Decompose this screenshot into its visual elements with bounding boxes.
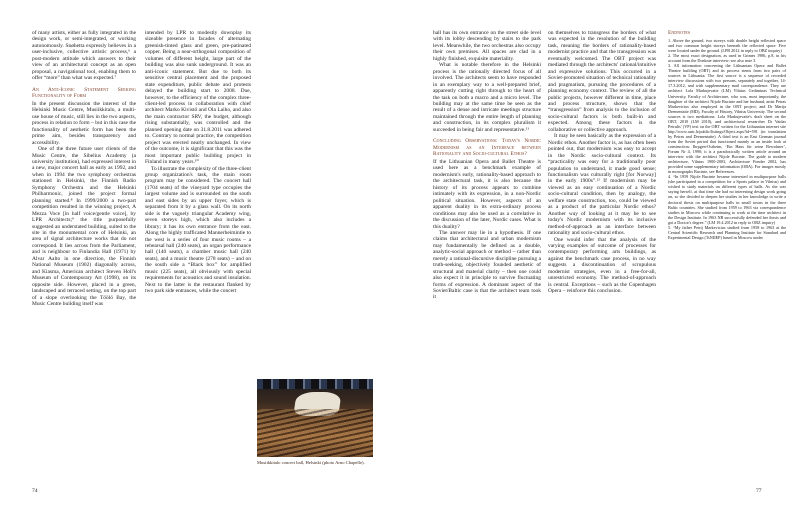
body-paragraph: intended by LPR to modestly downplay its sizeable presence in facades of alternating greenish-tinted glass and green, pre-patinated copper. Being a near-orthogonal composition of volumes of different height, large part of the building was also sunk underground. It was an anti-iconic statement. But due to both its sensitive central placement and the proposed state expenditure, public debate and protests delayed the building start to 2008. Due, however, to the efficiency of the complex three-client-led process in collaboration with chief architect Marko Kivistö and Ola Laiho, and also the main contractor SRV, the budget, although rising substantially, was controlled and the planned opening date on 31.8.2011 was adhered to. Contrary to normal practice, the competition project was erected nearly unchanged. In view of the outcome, it is significant that this was the most important public building project in Finland in many years.¹⁰: [145, 30, 251, 166]
body-paragraph: on themselves to transgress the borders of what was expected in the resolution of the building task, meaning the borders of rationality-based modernist practice and that the transgression was eventually welcomed. The OBT project was mediated through the architects' rational/intuitive and expressive solutions. This occurred in a Soviet-promoted situation of technical rationality and pragmatism, pursuing the procedures of a planning economy context. The review of all the public projects, however different in time, place and process structure, shows that the “transgression” from analysis to the inclusion of socio-cultural factors is both built-in and expected. Among these factors is the collaborative or collective approach.: [548, 30, 656, 133]
endnotes-title: Endnotes: [668, 30, 691, 36]
seating-rows: [257, 409, 373, 457]
body-paragraph: of many artists, either as fully integrated in the design work, or semi-integrated, or working autonomously. Snøhetta expressly believes in a user-inclusive, collective artistic process,⁶ a post-modern attitude which answers to their view of an architectural concept as an open proposal, a navigational tool, enabling them to offer “more” than what was expected.⁷: [32, 30, 136, 82]
right-page-column-1: [433, 30, 541, 301]
endnote: 4. “In 1959 Nijole Bucinte became interested in multipurpose halls (she participated in a competition for a Sports palace in Vilnius) and wished to study materials on different types of halls. As she was saying herself, at that time she had no interesting design work going on, so she decided to deepen her studies in her knowledge to write a doctoral thesis on multipurpose halls in small towns in the three Baltic countries. She studied from 1959 to 1963 via correspondence studies in Moscow while continuing to work at the time architect in the Design Institute. In 1963 NB successfully defended her thesis and got a Doctor's degree.” (LM 19.4.2012 in reply to OBZ inquiry): [668, 174, 786, 225]
endnote: 5. “My father Petrij Markevicius studied from 1958 to 1963 at the Central Scientific Research and Planning Institute for Standard and Experimental Design (TsNIIEP) based in Moscow under: [668, 224, 786, 240]
ceiling-lights: [257, 379, 373, 389]
right-page-column-2: [548, 30, 656, 295]
body-paragraph: The answer may lie in a hypothesis. If one claims that architectural and urban modernism may fundamentally be defined as a double, analytic-social approach or method – rather than merely a rational-discursive discipline pursuing a truth-seeking, objectively founded aesthetic of structural and material clarity – then one could also expect it in principle to survive fluctuating forms of expression. A dominant aspect of the Soviet/Baltic case is that the architect team took it: [433, 229, 541, 301]
body-paragraph: What is notable therefore in the Helsinki process is the rationally directed focus of all involved. The architects seem to have responded in an exemplary way to a well-prepared brief, apparently cutting right through to the heart of the task on both a macro and a micro level. The building may at the same time be seen as the result of a dense and intricate meetings structure maintained through the entire length of planning and construction, in its complex pluralism it succeeded in being fair and representative.¹¹: [433, 62, 541, 133]
left-page-column-2: [145, 30, 251, 295]
section-heading: Concluding Observations: Today's Nordic Modernism as an Interface between Rationality and Socio-cultural Ethos?: [433, 138, 541, 158]
concert-hall-photo: [257, 379, 373, 457]
figure-caption: Musiikkitalo concert hall, Helsinki (photo Arno Chapelle).: [257, 460, 365, 465]
endnote: 2. The most exact designation, as used in Grimes 1986, p.8, in his account from the Doeknie interview; see also note 3.: [668, 53, 786, 64]
endnotes: [668, 30, 786, 240]
page-number-right: 77: [756, 488, 762, 494]
section-heading: An Anti-Iconic Statement Seeking Functionality of Form: [32, 86, 136, 100]
endnote: 3. All information concerning the Lithuanian Opera and Ballet Theatre building (OBT) and its process stems from two pairs of sources in Lithuania. The first source is a sequence of recorded interview discussions with two persons, separately and together, 14-17.3.2012, and with supplementary mail correspondence. They are architect Lola Markujevaite (LM) Vilnius Gediminas Technical University, Faculty of Architecture, who was, most importantly, the daughter of the architect Nijole Bucinte and her husband, artist Petras Markevicius also employed in the OBT project; and Dr Marija Drementaite (MD), Faculty of History, Vilnius University. The second sources is two mediations: Lola Markujevaite's draft sheet on the OBT, 2010 (LM 2010), and architectural researcher Dr Vaidas Petrulis' (VP) text on the OBT written for the Lithuanian internet site http://www.autc.lt/public/listings/Object.aspx?id=591 (in translation by Petras and Drementaite). A third text is an East German journal from the Soviet period that functioned mainly as an inside look at construction: Ihrpgen-Ostheim, ‘Ein Haus für seine Bewohner’, Forum Nr 4, 1990; it is a paradoxically written article around an interview with the architect Nijole Bucinte. The guide to modern architecture, Vilnius 1900-2003, Architecture Fonder 2002, has provided some supplementary information (OBA). For images mostly in monographs Bucinte, see References.: [668, 63, 786, 175]
body-paragraph: hall has its own entrance on the street side level with its lobby descending by stairs to the park level. Meanwhile, the two orchestras also occupy their own premises. All spaces are clad in a highly finished, exquisite materiality.: [433, 30, 541, 62]
body-paragraph: To illustrate the complexity of the three-client group organization's task, the main room program may be considered. The concert hall (1704 seats) of the vineyard type occupies the largest volume and is surrounded on the south and east sides by an upper foyer, which is separated from it by a glass wall. On its north side is the vaguely triangular Academy wing, seven storeys high, which also includes a library; it has its own entrance from the east. Along the highly trafficated Mannerheimintie to the west is a series of four music rooms – a rehearsal hall (240 seats), an organ performance hall (140 seats), a chamber music hall (240 seats), and a music theatre (278 seats) – and on the south side a “Black box” for amplified music (225 seats), all obviously with special requirements for acoustics and sound insulation. Next to the latter is the restaurant flanked by two park side entrances, while the concert: [145, 165, 251, 295]
right-page: [400, 0, 800, 515]
body-paragraph: If the Lithuanian Opera and Ballet Theatre is used here as a benchmark example of modernism's early, rationality-based approach to the architectural task, it is also because the history of its process appears to combine intimately with its expression, in a non-Nordic political situation. However, aspects of an apparent duality in its extra-ordinary process conditions may also be used as a correlative in the discussion of the later, Nordic cases. What is this duality?: [433, 158, 541, 230]
body-paragraph: It may be seen basically as the expression of a Nordic ethos. Another factor is, as has often been pointed out, that modernism was easy to accept in the Nordic socio-cultural context. Its “practicality was easy for a traditionally poor population to understand, it made good sense; functionalism was culturally right [for Norway] in the early 1900s”.¹² If modernism may be viewed as an easy continuation of a Nordic socio-cultural condition, then by analogy, the welfare state construction, too, could be viewed as a product of the particular Nordic ethos? Another way of looking at it may be to see today's Nordic modernism with its inclusive method-of-approach as an interface between rationality and socio-cultural ethos.: [548, 133, 656, 237]
left-page-column-1: [32, 30, 136, 307]
endnote: 1. Above the ground, two storeys with double height reflected space and two common height storeys beneath the reflected space. Five were located under the ground. (LPB 2012 in reply to OBZ inquiry): [668, 38, 786, 54]
body-paragraph: In the present discussion the interest of the Helsinki Music Centre, Musiikkitalo, a multi-use house of music, still lies in the two aspects, process in relation to form – but in this case the functionality of aesthetic form has been the prime aim, besides transparency and accessibility.: [32, 100, 136, 146]
body-paragraph: One would infer that the analysis of the varying examples of outcome of processes for contemporary performing arts buildings, as against the benchmark case process, in no way suggests a discontinuation of scrupulous modernist strategies, even in a free-for-all, unrestricted economy. The method-of-approach is central. Exceptions – such as the Copenhagen Opera – reinforce this conclusion.: [548, 236, 656, 295]
body-paragraph: One of the three future user clients of the Music Centre, the Sibelius Academy (a university institution), had expressed interest in a new, major concert hall as early as 1992, and when in 1994 the two symphony orchestras stationed in Helsinki, the Finnish Radio Symphony Orchestra and the Helsinki Philharmonic, joined the project formal planning started.⁸ In 1999/2000 a two-part competition resulted in the winning project, A Mezza Voce [in half voice/gentle voice], by LPR Architects;⁹ the title purposefully suggested an understated building, suited to the site in the monumental core of Helsinki, an area of signal architecture works that do not correspond. It lies across from the Parliament, and is neighbour to Finlandia Hall (1971) by Alvar Aalto in one direction, the Finnish National Museum (1902) diagonally across, and Kiasma, American architect Steven Holl's Museum of Contemporary Art (1998), on its opposite side. However, placed in a green, landscaped and terraced setting, on the top part of a slope overlooking the Töölö Bay, the Music Centre building itself was: [32, 146, 136, 307]
page-number-left: 74: [32, 488, 38, 494]
